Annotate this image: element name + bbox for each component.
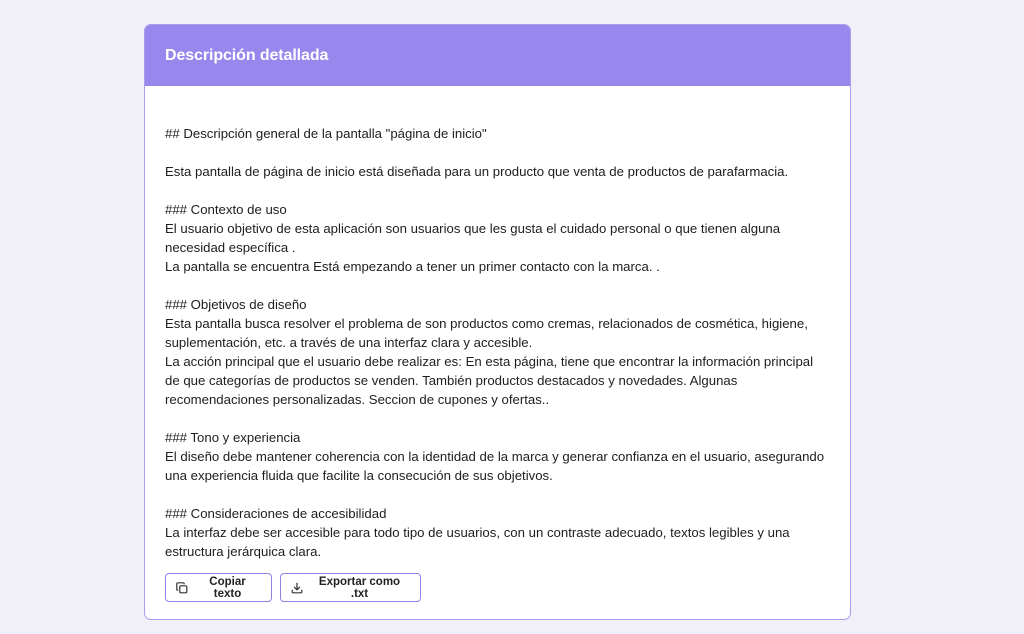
copy-icon <box>176 582 188 594</box>
card-body <box>165 124 835 561</box>
copy-text-button[interactable] <box>165 573 272 602</box>
action-bar <box>165 573 421 602</box>
copy-text-label: Copiar texto <box>209 575 246 600</box>
card-title: Descripción detallada <box>165 46 329 64</box>
download-icon <box>291 582 303 594</box>
description-card <box>144 24 851 620</box>
export-txt-label: Exportar como .txt <box>318 575 401 600</box>
description-text: ## Descripción general de la pantalla "página de inicio" Esta pantalla de página de inicio está diseñada para un producto que venta de productos de parafarmacia. ### Contexto de uso El usuario objetivo de esta aplicación son usuarios que les gusta el cuidado personal o que tienen alguna necesidad específica . La pantalla se encuentra Está empezando a tener un primer contacto con la marca. . ### Objetivos de diseño Esta pantalla busca resolver el problema de son productos como cremas, relacionados de cosmética, higiene, suplementación, etc. a través de una interfaz clara y accesible. La acción principal que el usuario debe realizar es: En esta página, tiene que encontrar la información principal de que categorías de productos se venden. También productos destacados y novedades. Algunas recomendaciones personalizadas. Seccion de cupones y ofertas.. ### Tono y experiencia El diseño debe mantener coherencia con la identidad de la marca y generar confianza en el usuario, asegurando una experiencia fluida que facilite la consecución de sus objetivos. ### Consideraciones de accesibilidad La interfaz debe ser accesible para todo tipo de usuarios, con un contraste adecuado, textos legibles y una estructura jerárquica clara. <box>165 126 825 559</box>
card-header <box>145 25 850 86</box>
export-txt-button[interactable] <box>280 573 421 602</box>
